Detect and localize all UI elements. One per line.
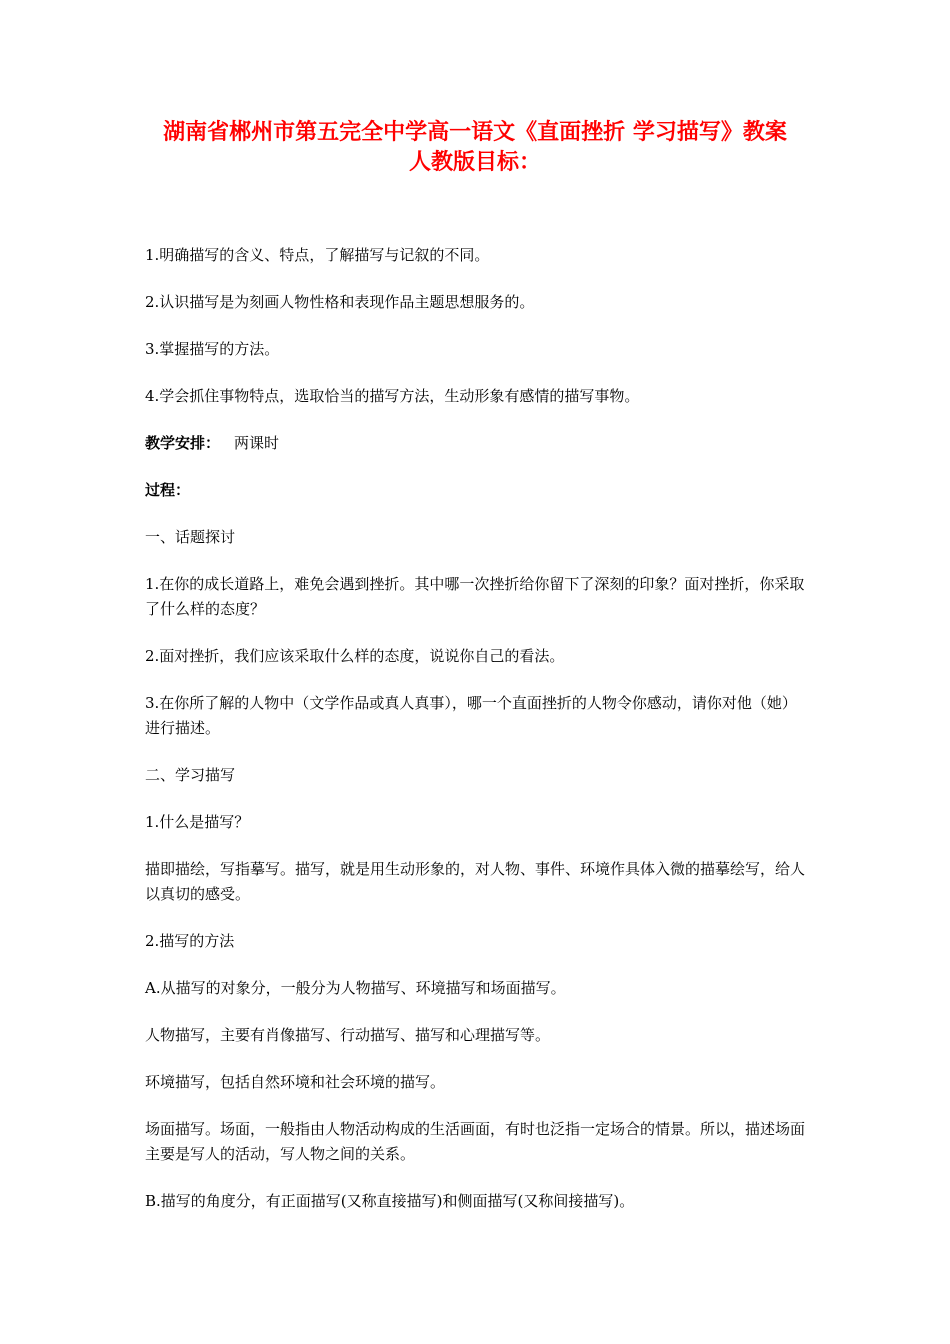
section-heading: 二、学习描写 xyxy=(145,766,236,784)
arrangement-value: 两课时 xyxy=(234,434,280,452)
process-heading xyxy=(145,478,807,503)
discussion-item: 2.面对挫折，我们应该采取什么样的态度，说说你自己的看法。 xyxy=(145,647,565,665)
method-detail: 环境描写，包括自然环境和社会环境的描写。 xyxy=(145,1073,446,1091)
question-item: 1.什么是描写？ xyxy=(145,813,250,831)
document-body xyxy=(145,243,807,1236)
title-line-2: 人教版目标： xyxy=(408,150,541,175)
discussion-item: 1.在你的成长道路上，难免会遇到挫折。其中哪一次挫折给你留下了深刻的印象？面对挫折，你采取了什么样的态度？ xyxy=(145,575,805,618)
document-title xyxy=(120,118,830,178)
title-line-1: 湖南省郴州市第五完全中学高一语文《直面挫折 学习描写》教案 xyxy=(163,120,787,145)
method-detail: 场面描写。场面，一般指由人物活动构成的生活画面，有时也泛指一定场合的情景。所以，描述场面主要是写人的活动，写人物之间的关系。 xyxy=(145,1120,806,1163)
teaching-arrangement xyxy=(145,431,807,456)
discussion-item: 3.在你所了解的人物中（文学作品或真人真事），哪一个直面挫折的人物令你感动，请你对他（她）进行描述。 xyxy=(145,694,797,737)
section-heading: 一、话题探讨 xyxy=(145,528,236,546)
answer-paragraph: 描即描绘，写指摹写。描写，就是用生动形象的，对人物、事件、环境作具体入微的描摹绘写，给人以真切的感受。 xyxy=(145,860,806,903)
question-item: 2.描写的方法 xyxy=(145,932,235,950)
method-paragraph: A.从描写的对象分，一般分为人物描写、环境描写和场面描写。 xyxy=(145,979,566,997)
process-label: 过程： xyxy=(145,481,191,499)
method-paragraph: B.描写的角度分，有正面描写(又称直接描写)和侧面描写(又称间接描写)。 xyxy=(145,1192,635,1210)
objective-item: 1.明确描写的含义、特点，了解描写与记叙的不同。 xyxy=(145,246,490,264)
arrangement-label: 教学安排： xyxy=(145,434,221,452)
objective-item: 3.掌握描写的方法。 xyxy=(145,340,280,358)
method-detail: 人物描写，主要有肖像描写、行动描写、描写和心理描写等。 xyxy=(145,1026,551,1044)
objective-item: 2.认识描写是为刻画人物性格和表现作品主题思想服务的。 xyxy=(145,293,535,311)
objective-item: 4.学会抓住事物特点，选取恰当的描写方法，生动形象有感情的描写事物。 xyxy=(145,387,640,405)
